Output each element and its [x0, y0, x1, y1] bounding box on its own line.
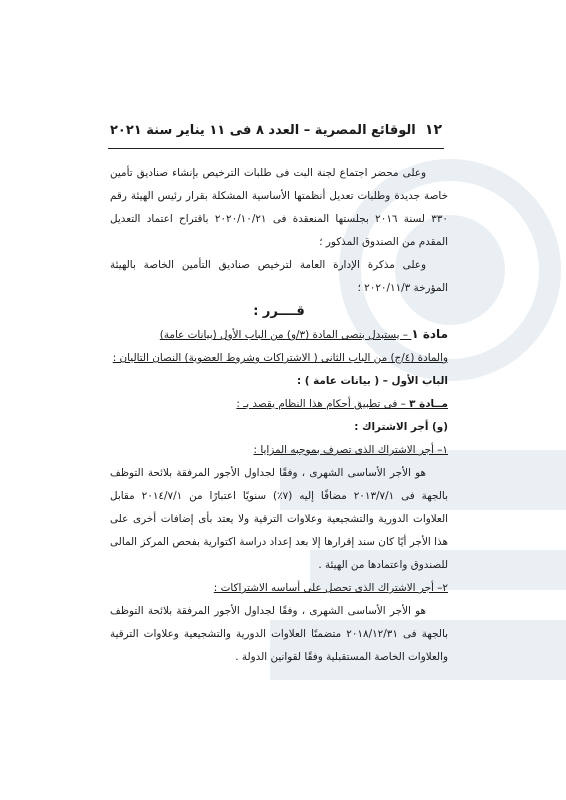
article-1-text: – يستبدل بنصى المادة (٣/و) من الباب الأول (بيانات عامة)	[159, 329, 412, 341]
page-header	[110, 122, 442, 146]
paragraph-2: وعلى مذكرة الإدارة العامة لترخيص صناديق التأمين الخاصة بالهيئة المؤرخة ٢٠٢٠/١١/٣ ؛	[110, 259, 448, 294]
page-number: ١٢	[424, 122, 442, 138]
article-3-label: مــادة ٣	[409, 398, 448, 410]
subsection-w: (و) أجر الاشتراك :	[354, 421, 448, 433]
paragraph-1: وعلى محضر اجتماع لجنة البت فى طلبات الترخيص بإنشاء صناديق تأمين خاصة جديدة وطلبات تعديل أنظمتها الأساسية المشكلة بقرار رئيس الهيئة رقم ٣٣٠ لسنة ٢٠١٦ بجلستها المنعقدة فى ٢٠٢٠/١٠/٢١ باقتراح اعتماد التعديل المقدم من الصندوق المذكور ؛	[110, 167, 448, 248]
body-text	[110, 162, 448, 669]
item-2-text: هو الأجر الأساسى الشهرى ، وفقًا لجداول الأجور المرفقة بلائحة التوظف بالجهة فى ٢٠١٨/١٢/٣١ متضمنًا العلاوات الدورية والتشجيعية وعلاوات الترقية والعلاوات الخاصة المستقبلية وفقًا لقوانين الدولة .	[110, 605, 449, 663]
decision-heading: قــــرر :	[253, 304, 305, 319]
article-1	[110, 323, 448, 347]
article-1-continuation: والمادة (٤/ج) من الباب الثانى ( الاشتراكات وشروط العضوية) النصان التاليان :	[112, 352, 448, 364]
item-2-heading: ٢– أجر الاشتراك الذى تحصل على أساسه الاشتراكات :	[213, 582, 448, 594]
item-1-text: هو الأجر الأساسى الشهرى ، وفقًا لجداول الأجور المرفقة بلائحة التوظف بالجهة فى ٢٠١٣/٧/١ مضافًا إليه (٧٪) سنويًا اعتبارًا من ٢٠١٤/٧/١ مقابل العلاوات الدورية والتشجيعية وعلاوات الترقية ولا يعتد بأى إضافات أخرى على هذا الأجر أيًا كان سند إقرارها إلا بعد إعداد دراسة اكتوارية بفحص المركز المالى للصندوق واعتمادها من الهيئة .	[110, 467, 448, 571]
article-3	[110, 393, 448, 416]
chapter-1-heading: الباب الأول – ( بيانات عامة ) :	[296, 375, 448, 387]
item-1-heading: ١– أجر الاشتراك الذى تصرف بموجبه المزايا :	[253, 444, 448, 456]
header-rule	[108, 148, 444, 149]
running-head: الوقائع المصرية – العدد ٨ فى ١١ يناير سنة ٢٠٢١	[110, 123, 416, 138]
article-1-label: مادة ١	[411, 327, 448, 341]
article-3-text: – فى تطبيق أحكام هذا النظام يقصد بـ :	[236, 398, 410, 410]
